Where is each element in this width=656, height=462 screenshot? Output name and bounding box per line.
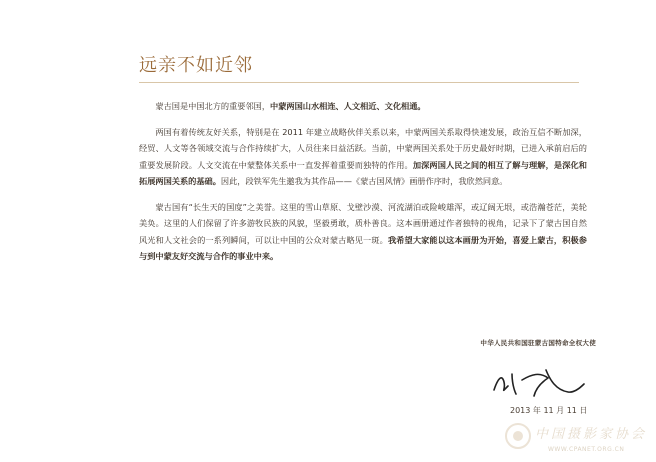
paragraph-3-emphasis: 我希望大家能以这本画册为开始，喜爱上蒙古，积极参与到中蒙友好交流与合作的事业中来。 <box>139 234 587 261</box>
handwritten-signature <box>488 360 588 400</box>
paragraph-2-tail: 因此，段铁军先生邀我为其作品——《蒙古国风情》画册作序时，我欣然同意。 <box>220 176 508 186</box>
author-organization: 中华人民共和国驻蒙古国特命全权大使 <box>480 339 596 347</box>
paragraph-1-lead: 蒙古国是中国北方的重要邻国， <box>155 101 271 111</box>
paragraph-3-lead: 蒙古国有“长生天的国度”之美誉。这里的雪山草原、戈壁沙漠、河流湖泊或险峻雄浑，或辽阔无垠，或浩瀚苍茫，美轮美奂。这里的人们保留了许多游牧民族的风貌，坚毅勇敢，质朴善良。这本画册通过作者独特的视角，记录下了蒙古国自然风光和人文社会的一系列瞬间，可以让中国的公众对蒙古略见一斑。 <box>139 201 587 245</box>
title-divider <box>139 82 579 83</box>
page-title: 远亲不如近邻 <box>139 55 253 76</box>
signature-date: 2013 年 11 月 11 日 <box>510 406 588 415</box>
paragraph-3 <box>139 199 587 265</box>
paragraph-1-emphasis: 中蒙两国山水相连、人文相近、文化相通。 <box>270 101 426 111</box>
paragraph-1 <box>139 98 587 115</box>
preface-body <box>139 98 587 274</box>
paragraph-2-lead: 两国有着传统友好关系，特别是在 2011 年建立战略伙伴关系以来，中蒙两国关系取得快速发展，政治互信不断加深，经贸、人文等各领域交流与合作持续扩大，人员往来日益活跃。当前，中蒙两国关系处于历史最好时期，已进入承前启后的重要发展阶段。人文交流在中蒙整体关系中一直发挥着重要而独特的作用。 <box>139 126 587 170</box>
paragraph-2-emphasis: 加深两国人民之间的相互了解与理解，是深化和拓展两国关系的基础。 <box>139 159 587 186</box>
watermark-text: 中国摄影家协会 <box>535 427 648 442</box>
watermark-url: WWW.CPANET.ORG.CN <box>548 446 625 453</box>
paragraph-2 <box>139 124 587 190</box>
